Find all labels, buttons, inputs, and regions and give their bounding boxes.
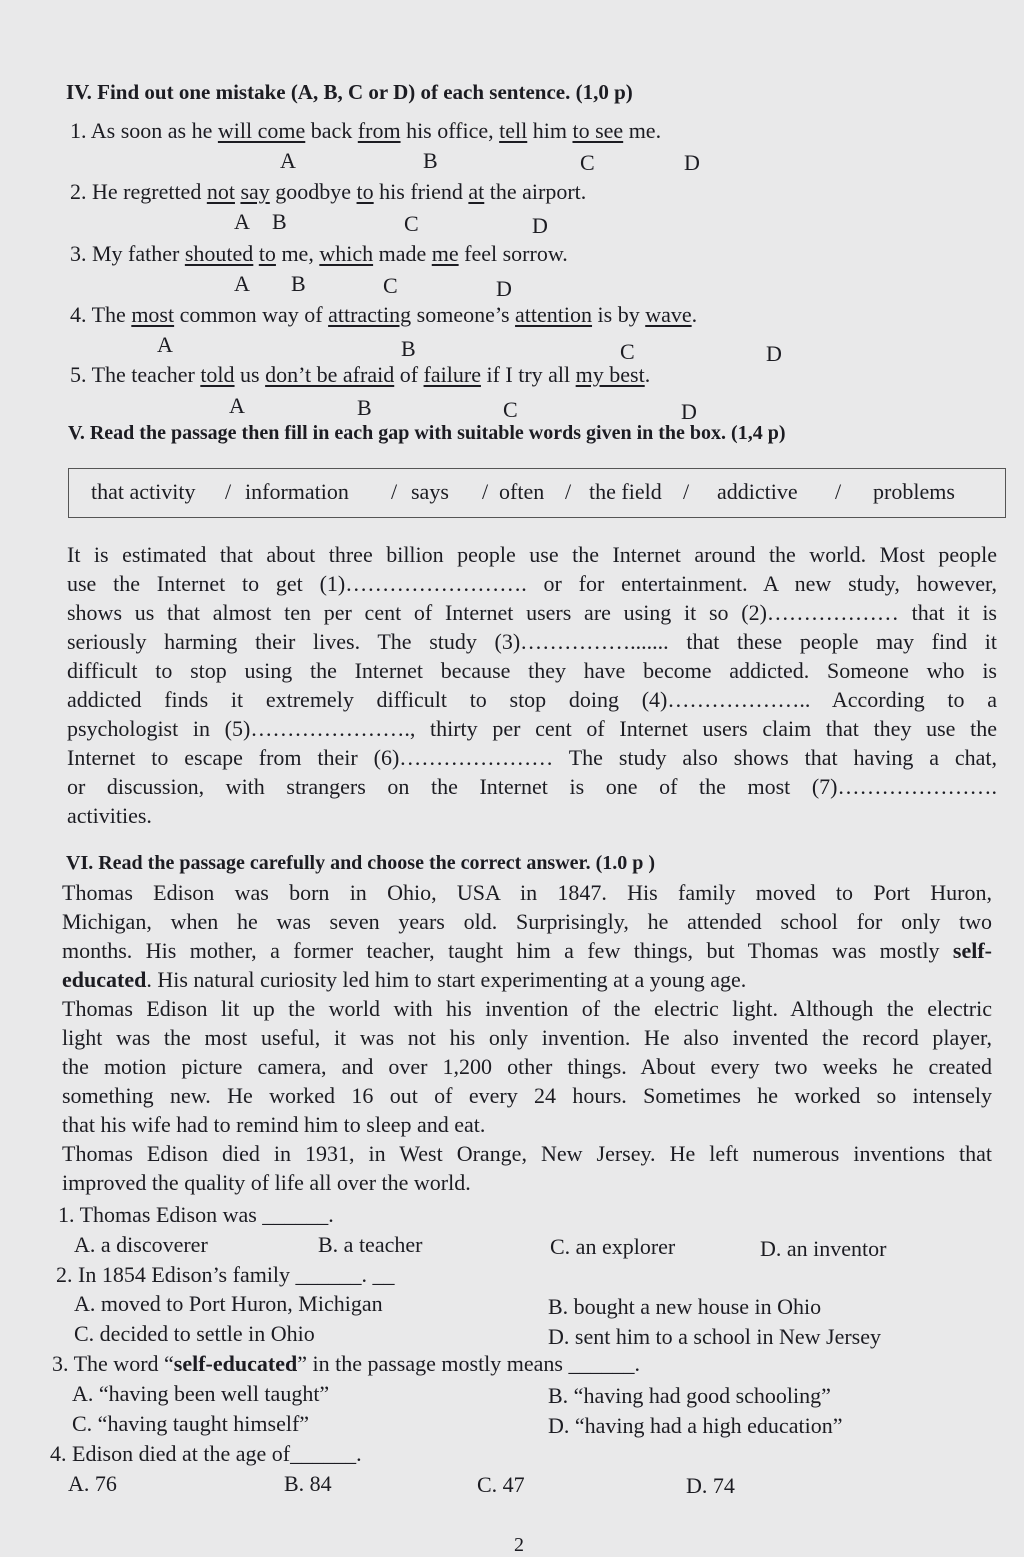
iv-q4-letter-b: B [401, 336, 416, 361]
section-v-passage [67, 540, 997, 830]
passage-line: Thomas Edison lit up the world with his invention of the electric light. Although the electric [62, 996, 992, 1021]
iv-q1-letter-c: C [580, 150, 595, 175]
passage-line: light was the most useful, it was not his only invention. He also invented the record player, [62, 1025, 992, 1050]
iv-q4-letter-d: D [766, 341, 782, 366]
iv-q3-letter-a: A [234, 271, 250, 296]
passage-line: activities. [67, 803, 152, 828]
iv-q2-letter-c: C [404, 211, 419, 236]
iv-q4-letter-c: C [620, 339, 635, 364]
iv-q3-letter-c: C [383, 273, 398, 298]
word-box-separator: / [225, 479, 232, 504]
section-v-heading: V. Read the passage then fill in each gap with suitable words given in the box. (1,4 p) [68, 422, 786, 444]
vi-q3-option-b: B. “having had good schooling” [548, 1383, 831, 1408]
passage-line: use the Internet to get (1)……………………. or for entertainment. A new study, however, [67, 571, 997, 596]
vi-q4-option-c: C. 47 [477, 1472, 525, 1497]
passage-line: the motion picture camera, and over 1,200 other things. About every two weeks he created [62, 1054, 992, 1079]
passage-line: addicted finds it extremely difficult to stop doing (4)……………….. According to a [67, 687, 997, 712]
iv-q2-letter-b: B [272, 209, 287, 234]
passage-line: shows us that almost ten per cent of Internet users are using it so (2)……………… that it is [67, 600, 997, 625]
passage-line: Michigan, when he was seven years old. Surprisingly, he attended school for only two [62, 909, 992, 934]
vi-q2-option-a: A. moved to Port Huron, Michigan [74, 1291, 383, 1316]
iv-q5-letter-d: D [681, 399, 697, 424]
word-box-item: information [245, 479, 349, 504]
iv-q2-letter-d: D [532, 213, 548, 238]
iv-q3-letter-d: D [496, 276, 512, 301]
vi-q3-option-c: C. “having taught himself” [72, 1411, 310, 1436]
vi-q1-option-b: B. a teacher [318, 1232, 423, 1257]
page-number: 2 [514, 1534, 524, 1556]
vi-question-3: 3. The word “self-educated” in the passage mostly means ______. [52, 1351, 640, 1376]
iv-question-4: 4. The most common way of attracting someone’s attention is by wave. [70, 302, 698, 327]
section-iv-heading: IV. Find out one mistake (A, B, C or D) of each sentence. (1,0 p) [66, 80, 633, 104]
word-box-item: the field [589, 479, 662, 504]
passage-line: Thomas Edison died in 1931, in West Orange, New Jersey. He left numerous inventions that [62, 1141, 992, 1166]
vi-q4-option-d: D. 74 [686, 1473, 735, 1498]
passage-line: that his wife had to remind him to sleep and eat. [62, 1112, 486, 1137]
word-box-item: addictive [717, 479, 798, 504]
vi-q4-option-b: B. 84 [284, 1471, 332, 1496]
iv-q1-letter-a: A [280, 148, 296, 173]
passage-line: Internet to escape from their (6)………………… The study also shows that having a chat, [67, 745, 997, 770]
section-vi-passage [62, 878, 992, 1197]
iv-q3-letter-b: B [291, 271, 306, 296]
passage-line: or discussion, with strangers on the Internet is one of the most (7)…………………. [67, 774, 997, 799]
vi-q2-option-b: B. bought a new house in Ohio [548, 1294, 822, 1319]
vi-q2-option-d: D. sent him to a school in New Jersey [548, 1324, 881, 1349]
word-box-item: that activity [91, 479, 196, 504]
word-box [68, 468, 1006, 518]
vi-q1-option-d: D. an inventor [760, 1236, 887, 1261]
word-box-separator: / [835, 479, 842, 504]
vi-question-1: 1. Thomas Edison was ______. [58, 1202, 334, 1227]
vi-q1-option-a: A. a discoverer [74, 1232, 208, 1257]
passage-line: improved the quality of life all over the world. [62, 1170, 471, 1195]
iv-q4-letter-a: A [157, 332, 173, 357]
word-box-item: problems [873, 479, 955, 504]
iv-question-3: 3. My father shouted to me, which made me feel sorrow. [70, 241, 568, 266]
word-box-separator: / [482, 479, 489, 504]
passage-line: something new. He worked 16 out of every 24 hours. Sometimes he worked so intensely [62, 1083, 992, 1108]
vi-question-4: 4. Edison died at the age of______. [50, 1441, 362, 1466]
passage-line: months. His mother, a former teacher, taught him a few things, but Thomas was mostly self- [62, 938, 993, 963]
passage-line: seriously harming their lives. The study (3)……………....... that these people may find it [67, 629, 997, 654]
vi-q1-option-c: C. an explorer [550, 1234, 676, 1259]
iv-q5-letter-a: A [229, 393, 245, 418]
word-box-item: says [411, 479, 449, 504]
vi-q3-option-a: A. “having been well taught” [72, 1381, 330, 1406]
iv-q1-letter-b: B [423, 148, 438, 173]
word-box-separator: / [683, 479, 690, 504]
word-box-separator: / [391, 479, 398, 504]
passage-line: educated. His natural curiosity led him to start experimenting at a young age. [62, 967, 747, 992]
passage-line: Thomas Edison was born in Ohio, USA in 1847. His family moved to Port Huron, [62, 880, 992, 905]
iv-q1-letter-d: D [684, 150, 700, 175]
passage-line: difficult to stop using the Internet because they have become addicted. Someone who is [67, 658, 997, 683]
vi-q2-option-c: C. decided to settle in Ohio [74, 1321, 315, 1346]
iv-q5-letter-c: C [503, 397, 518, 422]
word-box-item: often [499, 479, 545, 504]
iv-question-2: 2. He regretted not say goodbye to his friend at the airport. [70, 179, 587, 204]
vi-q3-option-d: D. “having had a high education” [548, 1413, 843, 1438]
iv-question-1: 1. As soon as he will come back from his office, tell him to see me. [70, 118, 662, 143]
vi-q4-option-a: A. 76 [68, 1471, 117, 1496]
section-vi-heading: VI. Read the passage carefully and choose the correct answer. (1.0 p ) [66, 852, 656, 874]
passage-line: It is estimated that about three billion people use the Internet around the world. Most people [67, 542, 997, 567]
iv-q2-letter-a: A [234, 209, 250, 234]
passage-line: psychologist in (5)…………………., thirty per cent of Internet users claim that they use the [67, 716, 997, 741]
vi-question-2: 2. In 1854 Edison’s family ______. __ [56, 1262, 395, 1287]
iv-question-5: 5. The teacher told us don’t be afraid of failure if I try all my best. [70, 362, 651, 387]
iv-q5-letter-b: B [357, 395, 372, 420]
word-box-separator: / [565, 479, 572, 504]
